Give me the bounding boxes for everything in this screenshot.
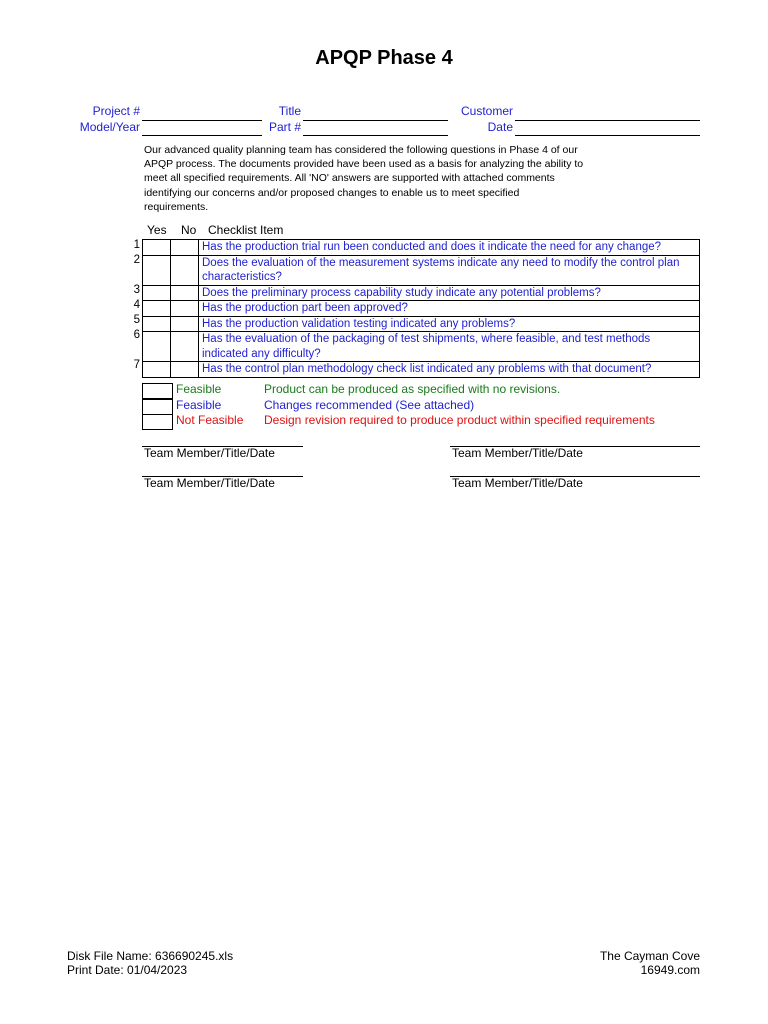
company-site: 16949.com [640,963,700,977]
not-feasible-checkbox[interactable] [142,414,173,430]
no-checkbox[interactable] [171,301,199,317]
table-row [143,362,700,378]
intro-text: Our advanced quality planning team has considered the following questions in Phase 4 of our APQP process. The documents provided have been used as a basis for analyzing the ability to meet all specified requirements. All 'NO' answers are supported with attached comments identifying our concerns and/or proposed changes to enable us to meet specified requirements. [144,144,584,213]
yes-checkbox[interactable] [143,301,171,317]
model-year-field[interactable] [142,135,262,136]
no-checkbox[interactable] [171,240,199,256]
table-row [143,332,700,362]
no-checkbox[interactable] [171,332,199,362]
item-column-header: Checklist Item [208,223,284,237]
print-date: Print Date: 01/04/2023 [67,963,188,977]
yes-checkbox[interactable] [143,255,171,285]
feasibility-description: Product can be produced as specified with no revisions. [264,382,561,396]
checklist-item: Has the production trial run been conducted and does it indicate the need for any change? [199,240,700,256]
yes-checkbox[interactable] [143,285,171,301]
row-number: 7 [133,359,140,371]
customer-label: Customer [460,104,513,118]
page-title: APQP Phase 4 [315,47,453,69]
no-checkbox[interactable] [171,316,199,332]
project-label: Project # [92,104,140,118]
feasibility-description: Changes recommended (See attached) [264,398,475,412]
signature-label: Team Member/Title/Date [452,476,583,490]
signature-label: Team Member/Title/Date [452,446,583,460]
yes-column-header: Yes [147,223,167,237]
checklist-item: Has the control plan methodology check list indicated any problems with that document? [199,362,700,378]
checklist-item: Does the evaluation of the measurement systems indicate any need to modify the control plan characteristics? [199,255,700,285]
no-checkbox[interactable] [171,285,199,301]
title-label: Title [278,104,301,118]
company-name: The Cayman Cove [599,949,700,963]
yes-checkbox[interactable] [143,316,171,332]
yes-checkbox[interactable] [143,240,171,256]
signature-label: Team Member/Title/Date [144,446,275,460]
row-number: 2 [133,254,140,266]
table-row [143,255,700,285]
row-number: 6 [133,329,140,341]
no-checkbox[interactable] [171,255,199,285]
feasible-checkbox[interactable] [142,383,173,399]
feasible-changes-checkbox[interactable] [142,399,173,415]
yes-checkbox[interactable] [143,332,171,362]
table-row [143,301,700,317]
checklist-item: Has the production part been approved? [199,301,700,317]
no-column-header: No [181,223,197,237]
row-number: 4 [133,299,140,311]
feasibility-label: Feasible [176,382,222,396]
table-row [143,240,700,256]
customer-field[interactable] [515,120,700,121]
table-row [143,316,700,332]
feasibility-label: Feasible [176,398,222,412]
yes-checkbox[interactable] [143,362,171,378]
no-checkbox[interactable] [171,362,199,378]
title-field[interactable] [303,120,448,121]
part-label: Part # [268,120,301,134]
signature-label: Team Member/Title/Date [144,476,275,490]
row-number: 3 [133,284,140,296]
checklist-item: Has the production validation testing indicated any problems? [199,316,700,332]
part-field[interactable] [303,135,448,136]
feasibility-label: Not Feasible [176,413,244,427]
row-number: 5 [133,314,140,326]
date-field[interactable] [515,135,700,136]
date-label: Date [487,120,513,134]
checklist-table [142,239,700,378]
feasibility-description: Design revision required to produce product within specified requirements [264,413,655,427]
row-number: 1 [133,239,140,251]
table-row [143,285,700,301]
checklist-item: Has the evaluation of the packaging of test shipments, where feasible, and test methods indicated any difficulty? [199,332,700,362]
model-year-label: Model/Year [79,120,140,134]
checklist-item: Does the preliminary process capability study indicate any potential problems? [199,285,700,301]
disk-file-name: Disk File Name: 636690245.xls [67,949,234,963]
